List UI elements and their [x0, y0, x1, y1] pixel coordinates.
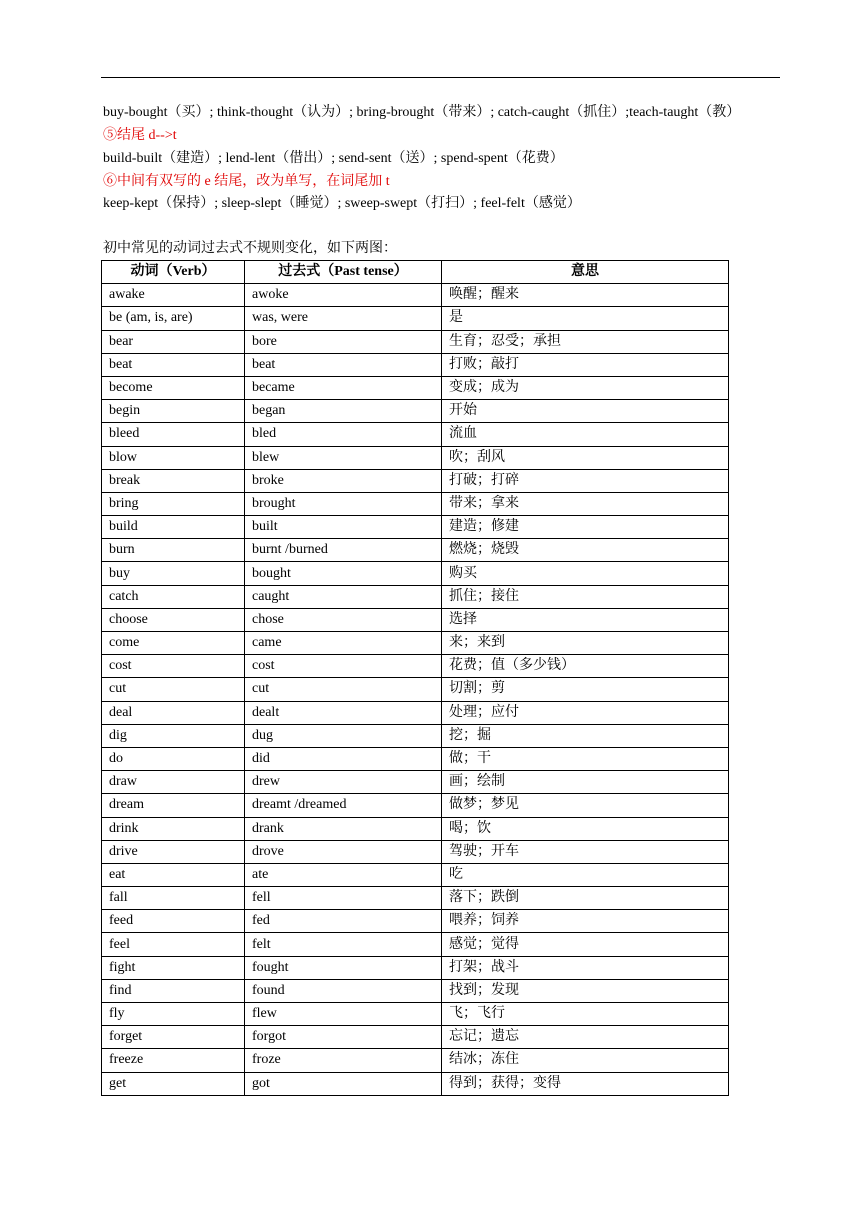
meaning-cell: 打破；打碎	[442, 469, 729, 492]
table-row	[102, 516, 729, 539]
meaning-cell: 吹；刮风	[442, 446, 729, 469]
meaning-cell: 飞；飞行	[442, 1003, 729, 1026]
past-tense-cell: cost	[245, 655, 442, 678]
past-tense-cell: blew	[245, 446, 442, 469]
header-meaning: 意思	[442, 261, 729, 284]
verb-cell: feel	[102, 933, 245, 956]
past-tense-cell: did	[245, 747, 442, 770]
verb-cell: fight	[102, 956, 245, 979]
table-row	[102, 1026, 729, 1049]
past-tense-cell: dreamt /dreamed	[245, 794, 442, 817]
header-past-tense: 过去式（Past tense）	[245, 261, 442, 284]
meaning-cell: 驾驶；开车	[442, 840, 729, 863]
past-tense-cell: got	[245, 1072, 442, 1095]
meaning-cell: 花费；值（多少钱）	[442, 655, 729, 678]
verb-cell: drive	[102, 840, 245, 863]
meaning-cell: 找到；发现	[442, 979, 729, 1002]
meaning-cell: 燃烧；烧毁	[442, 539, 729, 562]
rule-heading-d-to-t: ⑤结尾 d-->t	[103, 128, 177, 143]
past-tense-cell: fought	[245, 956, 442, 979]
meaning-cell: 抓住；接住	[442, 585, 729, 608]
header-verb: 动词（Verb）	[102, 261, 245, 284]
verb-cell: build	[102, 516, 245, 539]
verb-cell: bring	[102, 492, 245, 515]
past-tense-cell: froze	[245, 1049, 442, 1072]
table-row	[102, 469, 729, 492]
past-tense-cell: bought	[245, 562, 442, 585]
verb-cell: catch	[102, 585, 245, 608]
meaning-cell: 画；绘制	[442, 771, 729, 794]
table-row	[102, 840, 729, 863]
table-row	[102, 562, 729, 585]
table-body	[102, 284, 729, 1096]
verb-cell: break	[102, 469, 245, 492]
meaning-cell: 生育；忍受；承担	[442, 330, 729, 353]
past-tense-cell: fed	[245, 910, 442, 933]
past-tense-cell: drew	[245, 771, 442, 794]
verb-cell: drink	[102, 817, 245, 840]
verb-cell: dig	[102, 724, 245, 747]
meaning-cell: 打架；战斗	[442, 956, 729, 979]
verb-cell: do	[102, 747, 245, 770]
past-tense-cell: brought	[245, 492, 442, 515]
verb-cell: forget	[102, 1026, 245, 1049]
table-row	[102, 724, 729, 747]
verb-cell: burn	[102, 539, 245, 562]
past-tense-cell: fell	[245, 887, 442, 910]
meaning-cell: 切割；剪	[442, 678, 729, 701]
table-row	[102, 608, 729, 631]
verb-cell: freeze	[102, 1049, 245, 1072]
table-row	[102, 979, 729, 1002]
past-tense-cell: flew	[245, 1003, 442, 1026]
past-tense-cell: drank	[245, 817, 442, 840]
meaning-cell: 忘记；遗忘	[442, 1026, 729, 1049]
past-tense-cell: came	[245, 632, 442, 655]
meaning-cell: 购买	[442, 562, 729, 585]
table-row	[102, 1049, 729, 1072]
verb-cell: fall	[102, 887, 245, 910]
verb-cell: dream	[102, 794, 245, 817]
table-row	[102, 747, 729, 770]
table-row	[102, 492, 729, 515]
past-tense-cell: dug	[245, 724, 442, 747]
past-tense-cell: burnt /burned	[245, 539, 442, 562]
table-row	[102, 353, 729, 376]
past-tense-cell: became	[245, 376, 442, 399]
past-tense-cell: built	[245, 516, 442, 539]
table-row	[102, 376, 729, 399]
verb-cell: buy	[102, 562, 245, 585]
meaning-cell: 做；干	[442, 747, 729, 770]
past-tense-cell: bled	[245, 423, 442, 446]
verb-cell: deal	[102, 701, 245, 724]
meaning-cell: 选择	[442, 608, 729, 631]
meaning-cell: 流血	[442, 423, 729, 446]
verb-cell: awake	[102, 284, 245, 307]
verb-cell: become	[102, 376, 245, 399]
past-tense-cell: felt	[245, 933, 442, 956]
meaning-cell: 开始	[442, 400, 729, 423]
verb-cell: bleed	[102, 423, 245, 446]
meaning-cell: 喂养；饲养	[442, 910, 729, 933]
meaning-cell: 带来；拿来	[442, 492, 729, 515]
table-row	[102, 887, 729, 910]
table-row	[102, 446, 729, 469]
table-row	[102, 400, 729, 423]
meaning-cell: 变成；成为	[442, 376, 729, 399]
meaning-cell: 建造；修建	[442, 516, 729, 539]
table-row	[102, 817, 729, 840]
past-tense-cell: was, were	[245, 307, 442, 330]
past-tense-cell: broke	[245, 469, 442, 492]
verb-cell: choose	[102, 608, 245, 631]
past-tense-cell: caught	[245, 585, 442, 608]
rule-heading-double-e: ⑥中间有双写的 e 结尾，改为单写，在词尾加 t	[103, 174, 390, 189]
verb-cell: draw	[102, 771, 245, 794]
past-tense-cell: beat	[245, 353, 442, 376]
table-row	[102, 1003, 729, 1026]
verb-cell: begin	[102, 400, 245, 423]
table-row	[102, 539, 729, 562]
meaning-cell: 是	[442, 307, 729, 330]
table-row	[102, 933, 729, 956]
meaning-cell: 吃	[442, 863, 729, 886]
rule-examples-buy-teach: buy-bought（买）; think-thought（认为）; bring-brought（带来）; catch-caught（抓住）;teach-taught（教）	[103, 105, 741, 120]
table-row	[102, 655, 729, 678]
verb-cell: get	[102, 1072, 245, 1095]
table-row	[102, 863, 729, 886]
table-row	[102, 771, 729, 794]
past-tense-cell: found	[245, 979, 442, 1002]
meaning-cell: 唤醒；醒来	[442, 284, 729, 307]
past-tense-cell: awoke	[245, 284, 442, 307]
table-intro: 初中常见的动词过去式不规则变化，如下两图：	[103, 241, 397, 256]
meaning-cell: 打败；敲打	[442, 353, 729, 376]
table-row	[102, 632, 729, 655]
verb-cell: cost	[102, 655, 245, 678]
table-row	[102, 956, 729, 979]
verb-cell: fly	[102, 1003, 245, 1026]
verb-cell: be (am, is, are)	[102, 307, 245, 330]
table-header-row	[102, 261, 729, 284]
meaning-cell: 处理；应付	[442, 701, 729, 724]
table-row	[102, 423, 729, 446]
rule-examples-build-spend: build-built（建造）; lend-lent（借出）; send-sent（送）; spend-spent（花费）	[103, 151, 564, 166]
verb-cell: feed	[102, 910, 245, 933]
past-tense-cell: bore	[245, 330, 442, 353]
meaning-cell: 得到；获得；变得	[442, 1072, 729, 1095]
header-rule	[101, 77, 780, 78]
past-tense-cell: ate	[245, 863, 442, 886]
meaning-cell: 来；来到	[442, 632, 729, 655]
table-row	[102, 330, 729, 353]
table-row	[102, 585, 729, 608]
meaning-cell: 结冰；冻住	[442, 1049, 729, 1072]
meaning-cell: 挖；掘	[442, 724, 729, 747]
verb-cell: cut	[102, 678, 245, 701]
irregular-verbs-table	[101, 260, 729, 1096]
meaning-cell: 做梦；梦见	[442, 794, 729, 817]
verb-cell: bear	[102, 330, 245, 353]
past-tense-cell: dealt	[245, 701, 442, 724]
meaning-cell: 喝；饮	[442, 817, 729, 840]
past-tense-cell: chose	[245, 608, 442, 631]
meaning-cell: 落下；跌倒	[442, 887, 729, 910]
past-tense-cell: forgot	[245, 1026, 442, 1049]
table-row	[102, 678, 729, 701]
verb-cell: come	[102, 632, 245, 655]
table-row	[102, 1072, 729, 1095]
table-row	[102, 307, 729, 330]
table-row	[102, 284, 729, 307]
verb-cell: eat	[102, 863, 245, 886]
table-row	[102, 910, 729, 933]
rule-examples-keep-feel: keep-kept（保持）; sleep-slept（睡觉）; sweep-swept（打扫）; feel-felt（感觉）	[103, 196, 581, 211]
meaning-cell: 感觉；觉得	[442, 933, 729, 956]
table-row	[102, 701, 729, 724]
past-tense-cell: cut	[245, 678, 442, 701]
verb-cell: find	[102, 979, 245, 1002]
verb-cell: beat	[102, 353, 245, 376]
past-tense-cell: drove	[245, 840, 442, 863]
table-row	[102, 794, 729, 817]
past-tense-cell: began	[245, 400, 442, 423]
verb-cell: blow	[102, 446, 245, 469]
